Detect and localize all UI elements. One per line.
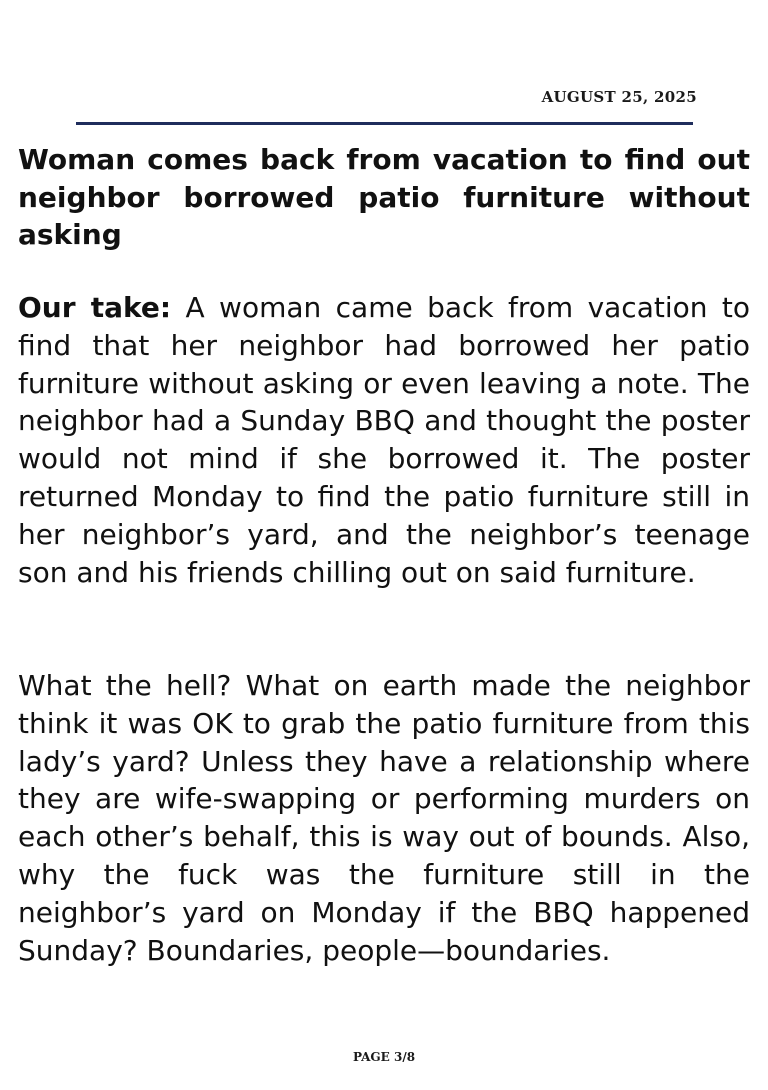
article-headline: Woman comes back from vacation to find out neighbor borrowed patio furniture without asking [18, 143, 750, 251]
article-date: AUGUST 25, 2025 [541, 88, 697, 106]
paragraph-1-text: A woman came back from vacation to find that her neighbor had borrowed her patio furniture without asking or even leaving a note. The neighbor had a Sunday BBQ and thought the poster would not mind if she borrowed it. The poster returned Monday to find the patio furniture still in her neighbor’s yard, and the neighbor’s teenage son and his friends chilling out on said furniture. [18, 291, 750, 589]
article-paragraph-2: What the hell? What on earth made the neighbor think it was OK to grab the patio furniture from this lady’s yard? Unless they have a relationship where they are wife-swapping or performing murders on each other’s behalf, this is way out of bounds. Also, why the fuck was the furniture still in the neighbor’s yard on Monday if the BBQ happened Sunday? Boundaries, people—boundaries. [18, 669, 750, 967]
header-divider [76, 122, 693, 125]
page-number: PAGE 3/8 [352, 1050, 416, 1064]
article-paragraph-1 [18, 289, 750, 591]
our-take-label: Our take: [18, 291, 172, 324]
